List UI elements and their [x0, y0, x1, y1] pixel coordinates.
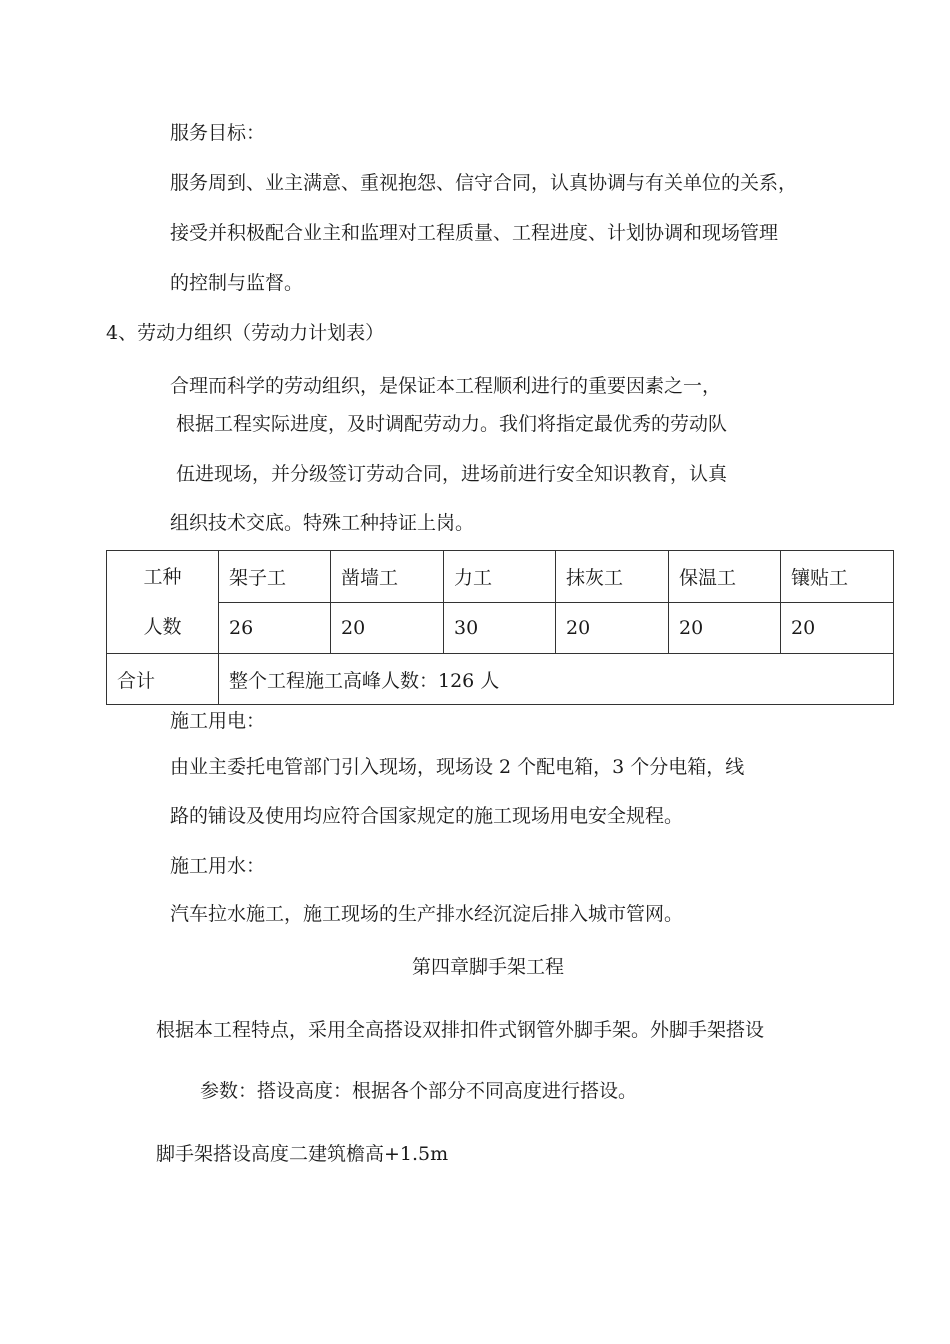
- trade-cell: 力工: [444, 551, 556, 603]
- chapter-line-2: 参数：搭设高度：根据各个部分不同高度进行搭设。: [200, 1080, 638, 1102]
- water-heading: 施工用水：: [170, 855, 266, 877]
- labor-section-heading: 4、劳动力组织（劳动力计划表）: [106, 322, 385, 344]
- labor-paragraph-line-1: 合理而科学的劳动组织，是保证本工程顺利进行的重要因素之一，: [170, 375, 722, 397]
- service-goal-line-3: 的控制与监督。: [170, 272, 304, 294]
- trade-cell: 保温工: [669, 551, 781, 603]
- table-row: [107, 654, 894, 705]
- count-cell: 20: [556, 603, 669, 654]
- row-header-cell: [107, 551, 219, 654]
- labor-plan-table: [106, 550, 894, 705]
- water-line-1: 汽车拉水施工，施工现场的生产排水经沉淀后排入城市管网。: [170, 903, 684, 925]
- labor-paragraph-line-3: 伍进现场，并分级签订劳动合同，进场前进行安全知识教育，认真: [176, 463, 728, 485]
- service-goal-line-2: 接受并积极配合业主和监理对工程质量、工程进度、计划协调和现场管理: [170, 222, 779, 244]
- total-value-cell: 整个工程施工高峰人数：126 人: [219, 654, 894, 705]
- trade-cell: 抹灰工: [556, 551, 669, 603]
- total-label-cell: 合计: [107, 654, 219, 705]
- row-header-trade: 工种: [143, 566, 182, 588]
- power-line-2: 路的铺设及使用均应符合国家规定的施工现场用电安全规程。: [170, 805, 684, 827]
- power-line-1: 由业主委托电管部门引入现场，现场设 2 个配电箱，3 个分电箱，线: [170, 756, 745, 778]
- labor-paragraph-line-2: 根据工程实际进度，及时调配劳动力。我们将指定最优秀的劳动队: [176, 413, 728, 435]
- trade-cell: 镶贴工: [781, 551, 894, 603]
- count-cell: 26: [219, 603, 331, 654]
- trade-cell: 凿墙工: [331, 551, 444, 603]
- row-header-count: 人数: [143, 616, 182, 638]
- power-heading: 施工用电：: [170, 710, 266, 732]
- count-cell: 20: [781, 603, 894, 654]
- service-goal-line-1: 服务周到、业主满意、重视抱怨、信守合同，认真协调与有关单位的关系，: [170, 172, 798, 194]
- labor-paragraph-line-4: 组织技术交底。特殊工种持证上岗。: [170, 512, 475, 534]
- trade-cell: 架子工: [219, 551, 331, 603]
- chapter-line-1: 根据本工程特点，采用全高搭设双排扣件式钢管外脚手架。外脚手架搭设: [156, 1019, 765, 1041]
- service-goal-heading: 服务目标：: [170, 122, 266, 144]
- count-cell: 30: [444, 603, 556, 654]
- table-row: [107, 603, 894, 654]
- chapter-title: 第四章脚手架工程: [412, 956, 565, 978]
- table-row: [107, 551, 894, 603]
- chapter-line-3: 脚手架搭设高度二建筑檐高+1.5m: [156, 1143, 449, 1165]
- count-cell: 20: [331, 603, 444, 654]
- count-cell: 20: [669, 603, 781, 654]
